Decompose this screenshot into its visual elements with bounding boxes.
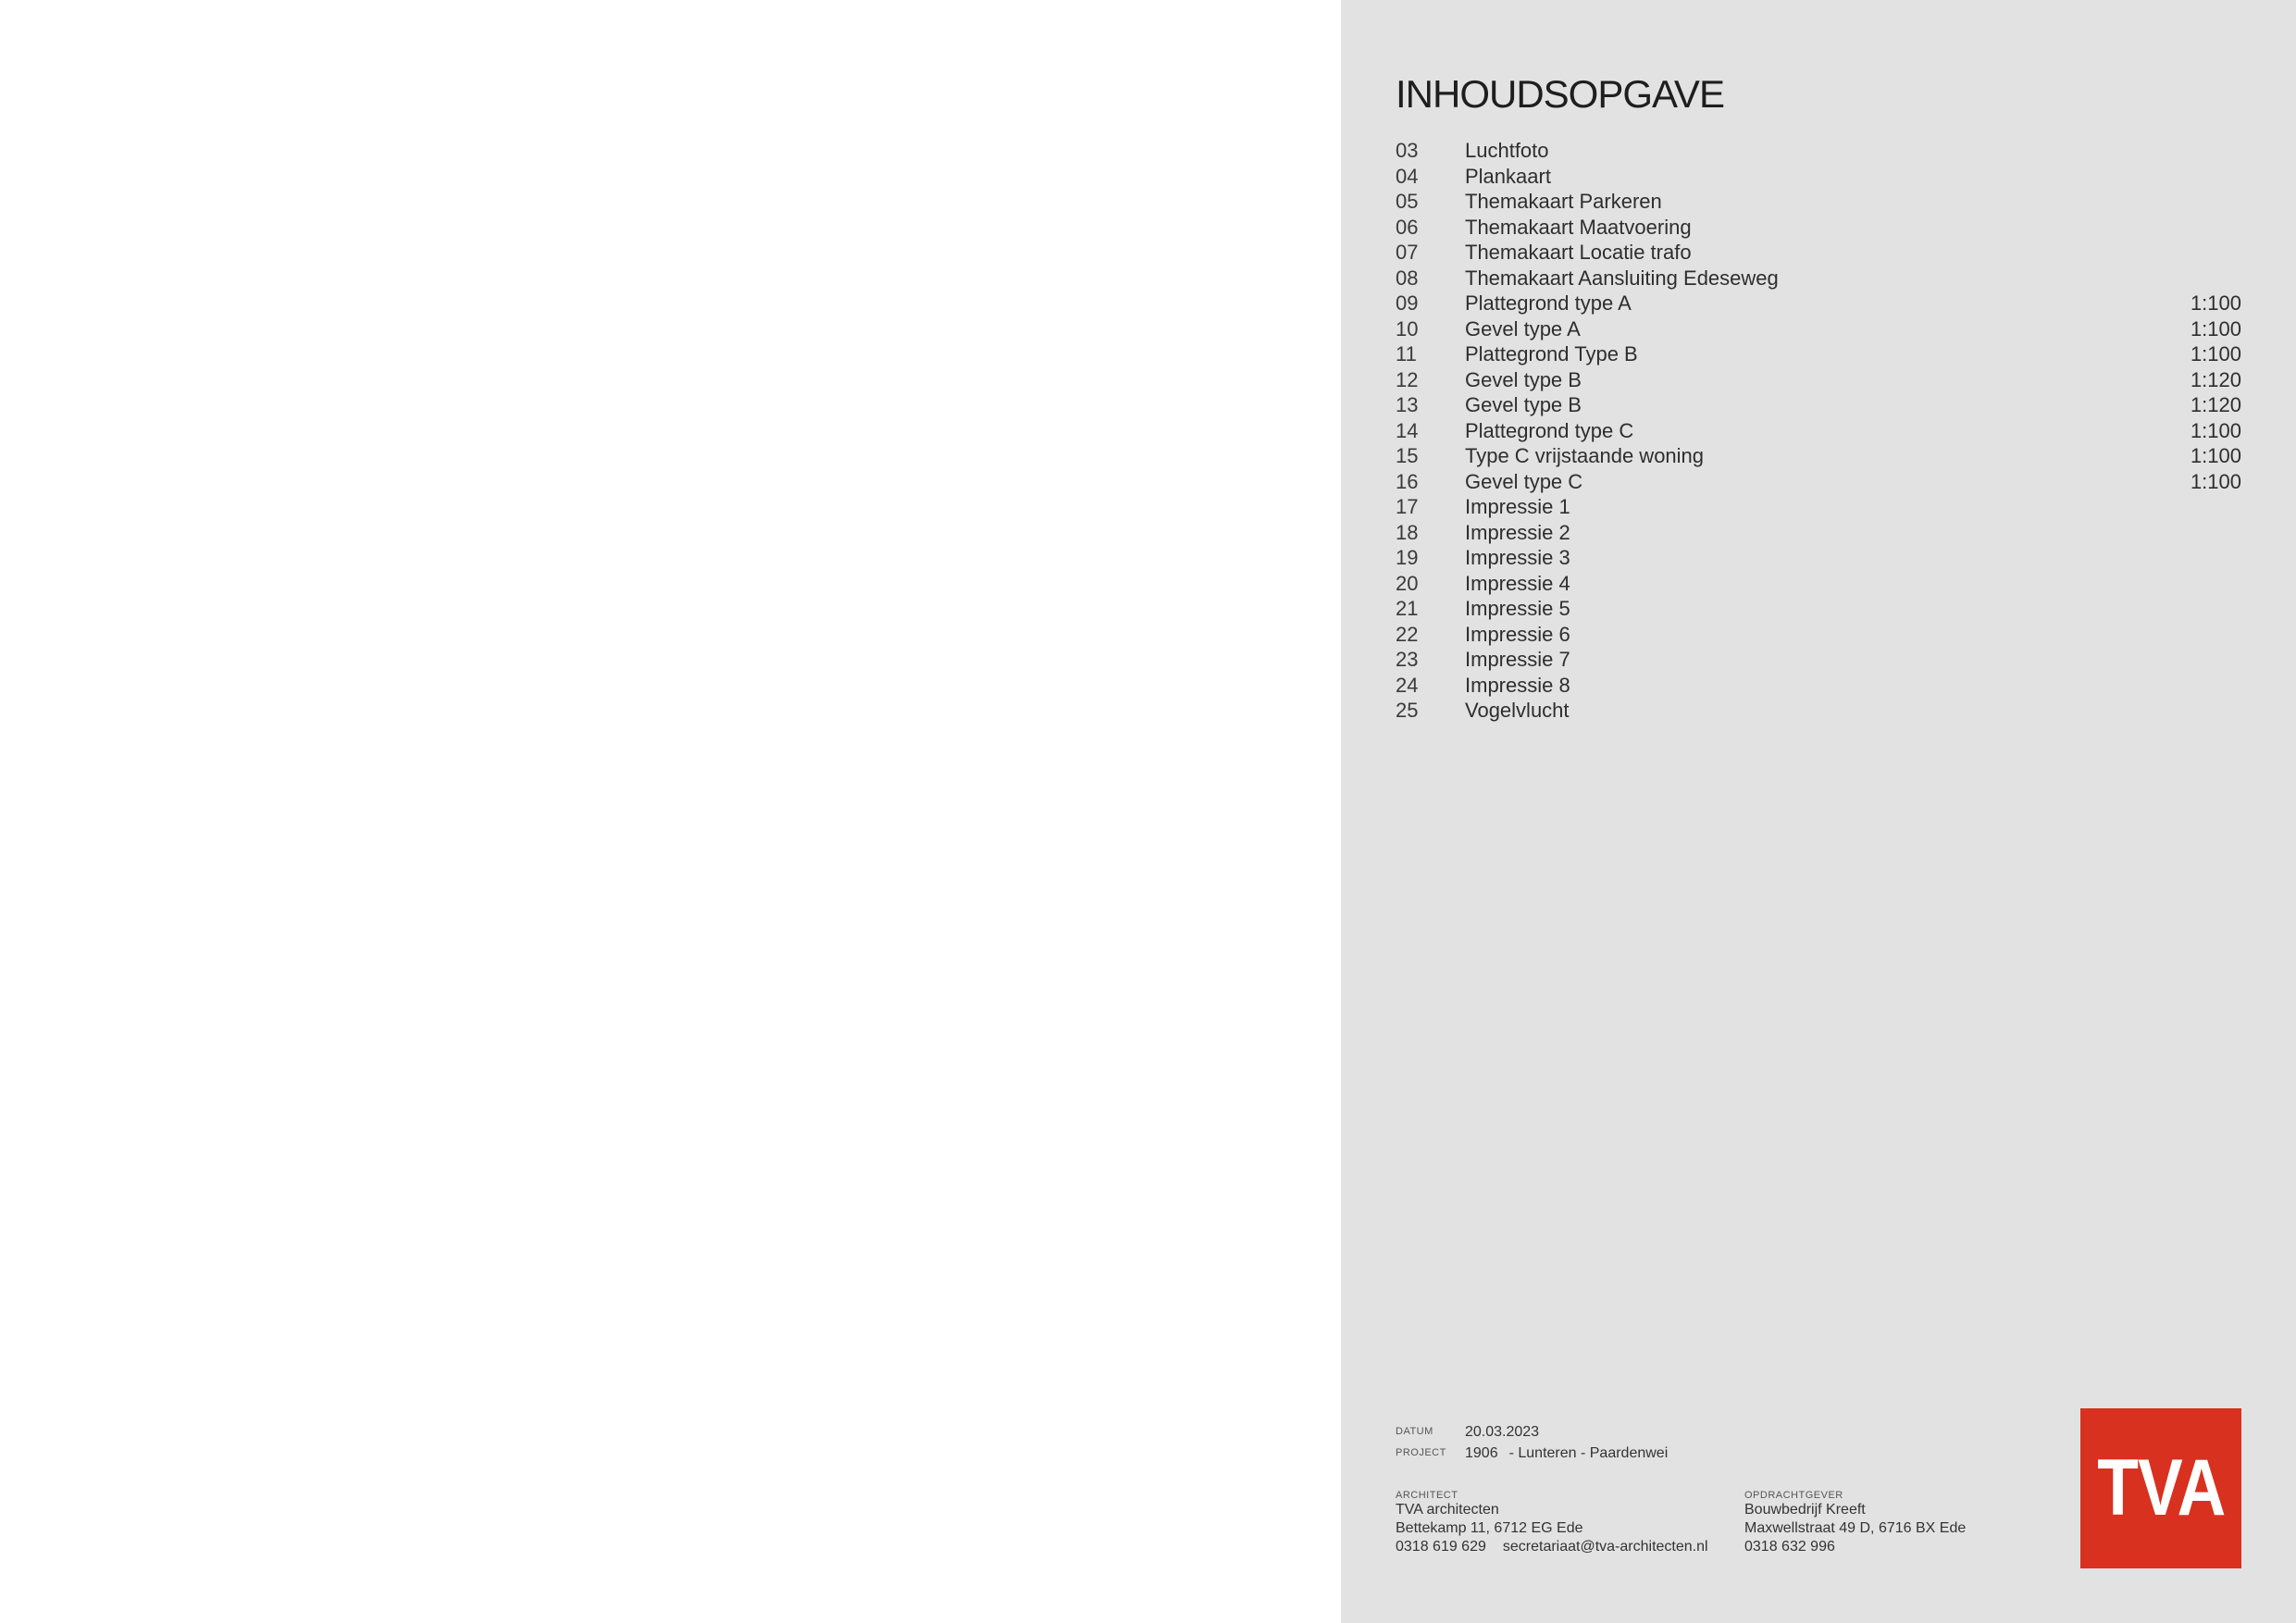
toc-entry xyxy=(1396,443,2241,469)
toc-entry-label: Gevel type A xyxy=(1465,316,1581,341)
client-phone: 0318 632 996 xyxy=(1744,1539,1835,1555)
toc-entry xyxy=(1396,189,2241,215)
toc-entry xyxy=(1396,469,2241,495)
toc-page-number: 04 xyxy=(1396,164,1419,188)
toc-entry xyxy=(1396,164,2241,190)
date-value: 20.03.2023 xyxy=(1465,1424,1540,1440)
toc-page-number: 25 xyxy=(1396,699,1419,722)
toc-entry xyxy=(1396,341,2241,367)
toc-page-number: 24 xyxy=(1396,673,1419,697)
toc-entry xyxy=(1396,622,2241,648)
architect-address: Bettekamp 11, 6712 EG Ede xyxy=(1396,1520,1583,1536)
toc-entry-scale: 1:100 xyxy=(2190,291,2241,315)
toc-page-number: 06 xyxy=(1396,215,1419,239)
architect-contact xyxy=(1396,1490,1708,1556)
toc-entry-label: Gevel type C xyxy=(1465,469,1583,493)
toc-page-number: 20 xyxy=(1396,571,1419,595)
client-contact xyxy=(1744,1490,1966,1556)
architect-email: secretariaat@tva-architecten.nl xyxy=(1502,1539,1708,1555)
tva-logo xyxy=(2080,1408,2241,1568)
toc-page-number: 18 xyxy=(1396,520,1419,544)
architect-phone-email-line xyxy=(1396,1538,1708,1556)
toc-page-number: 15 xyxy=(1396,444,1419,467)
toc-entry xyxy=(1396,291,2241,316)
toc-entry-label: Plattegrond type C xyxy=(1465,418,1634,442)
toc-page-number: 16 xyxy=(1396,469,1419,493)
client-label: OPDRACHTGEVER xyxy=(1744,1490,1843,1501)
toc-page-number: 23 xyxy=(1396,648,1419,671)
toc-entry xyxy=(1396,418,2241,444)
toc-entry-label: Themakaart Parkeren xyxy=(1465,190,1662,213)
toc-page-number: 19 xyxy=(1396,546,1419,569)
toc-page-number: 22 xyxy=(1396,622,1419,646)
toc-entry-label: Vogelvlucht xyxy=(1465,699,1570,722)
document-meta xyxy=(1396,1421,2043,1464)
architect-name: TVA architecten xyxy=(1396,1502,1499,1518)
toc-entry-scale: 1:120 xyxy=(2190,367,2241,391)
toc-entry-label: Impressie 4 xyxy=(1465,571,1570,595)
toc-entry xyxy=(1396,215,2241,241)
client-name: Bouwbedrijf Kreeft xyxy=(1744,1502,1866,1518)
project-row xyxy=(1396,1443,2043,1464)
toc-entry-label: Gevel type B xyxy=(1465,393,1582,416)
toc-list xyxy=(1396,138,2241,724)
project-value xyxy=(1465,1443,1668,1464)
toc-entry xyxy=(1396,698,2241,724)
toc-page-number: 03 xyxy=(1396,139,1419,162)
toc-page-number: 13 xyxy=(1396,393,1419,416)
toc-entry-label: Impressie 8 xyxy=(1465,673,1570,697)
toc-entry-label: Plattegrond type A xyxy=(1465,291,1632,315)
architect-phone: 0318 619 629 xyxy=(1396,1539,1486,1555)
toc-page-number: 08 xyxy=(1396,266,1419,290)
page-title: INHOUDSOPGAVE xyxy=(1396,72,1724,116)
toc-page-number: 07 xyxy=(1396,241,1419,264)
toc-entry-scale: 1:100 xyxy=(2190,444,2241,467)
project-number: 1906 xyxy=(1465,1445,1498,1461)
date-label: DATUM xyxy=(1396,1426,1433,1437)
toc-entry-label: Impressie 1 xyxy=(1465,495,1570,518)
toc-entry-label: Themakaart Locatie trafo xyxy=(1465,241,1692,264)
toc-page-number: 09 xyxy=(1396,291,1419,315)
toc-entry-label: Gevel type B xyxy=(1465,367,1582,391)
toc-entry-label: Impressie 3 xyxy=(1465,546,1570,569)
toc-entry-label: Themakaart Aansluiting Edeseweg xyxy=(1465,266,1779,290)
toc-entry-scale: 1:100 xyxy=(2190,469,2241,493)
toc-entry-label: Plankaart xyxy=(1465,164,1551,188)
toc-entry-scale: 1:120 xyxy=(2190,393,2241,416)
toc-entry-label: Impressie 2 xyxy=(1465,520,1570,544)
toc-entry-scale: 1:100 xyxy=(2190,418,2241,442)
toc-entry xyxy=(1396,494,2241,520)
toc-page-number: 14 xyxy=(1396,418,1419,442)
toc-page-number: 11 xyxy=(1396,342,1417,365)
toc-entry-label: Impressie 6 xyxy=(1465,622,1570,646)
toc-entry-label: Themakaart Maatvoering xyxy=(1465,215,1692,239)
table-of-contents-page xyxy=(1341,0,2296,1623)
toc-entry-label: Impressie 5 xyxy=(1465,597,1570,620)
toc-entry-scale: 1:100 xyxy=(2190,316,2241,341)
date-row xyxy=(1396,1421,2043,1443)
toc-entry xyxy=(1396,240,2241,266)
toc-entry xyxy=(1396,596,2241,622)
project-label: PROJECT xyxy=(1396,1447,1446,1458)
toc-entry xyxy=(1396,367,2241,393)
toc-entry xyxy=(1396,673,2241,699)
toc-entry-scale: 1:100 xyxy=(2190,342,2241,365)
architect-label: ARCHITECT xyxy=(1396,1490,1458,1501)
toc-entry xyxy=(1396,392,2241,418)
toc-page-number: 17 xyxy=(1396,495,1419,518)
toc-entry xyxy=(1396,266,2241,291)
toc-entry xyxy=(1396,571,2241,597)
toc-page-number: 10 xyxy=(1396,316,1419,341)
toc-entry-label: Type C vrijstaande woning xyxy=(1465,444,1705,467)
toc-entry xyxy=(1396,545,2241,571)
toc-entry xyxy=(1396,316,2241,342)
toc-entry xyxy=(1396,138,2241,164)
toc-entry-label: Luchtfoto xyxy=(1465,139,1549,162)
toc-page-number: 21 xyxy=(1396,597,1419,620)
toc-entry-label: Impressie 7 xyxy=(1465,648,1570,671)
toc-entry xyxy=(1396,520,2241,546)
toc-page-number: 12 xyxy=(1396,367,1419,391)
toc-entry xyxy=(1396,647,2241,673)
project-name: - Lunteren - Paardenwei xyxy=(1508,1445,1669,1461)
logo-text: TVA xyxy=(2096,1443,2226,1532)
toc-entry-label: Plattegrond Type B xyxy=(1465,342,1638,365)
toc-page-number: 05 xyxy=(1396,190,1419,213)
client-address: Maxwellstraat 49 D, 6716 BX Ede xyxy=(1744,1520,1967,1536)
